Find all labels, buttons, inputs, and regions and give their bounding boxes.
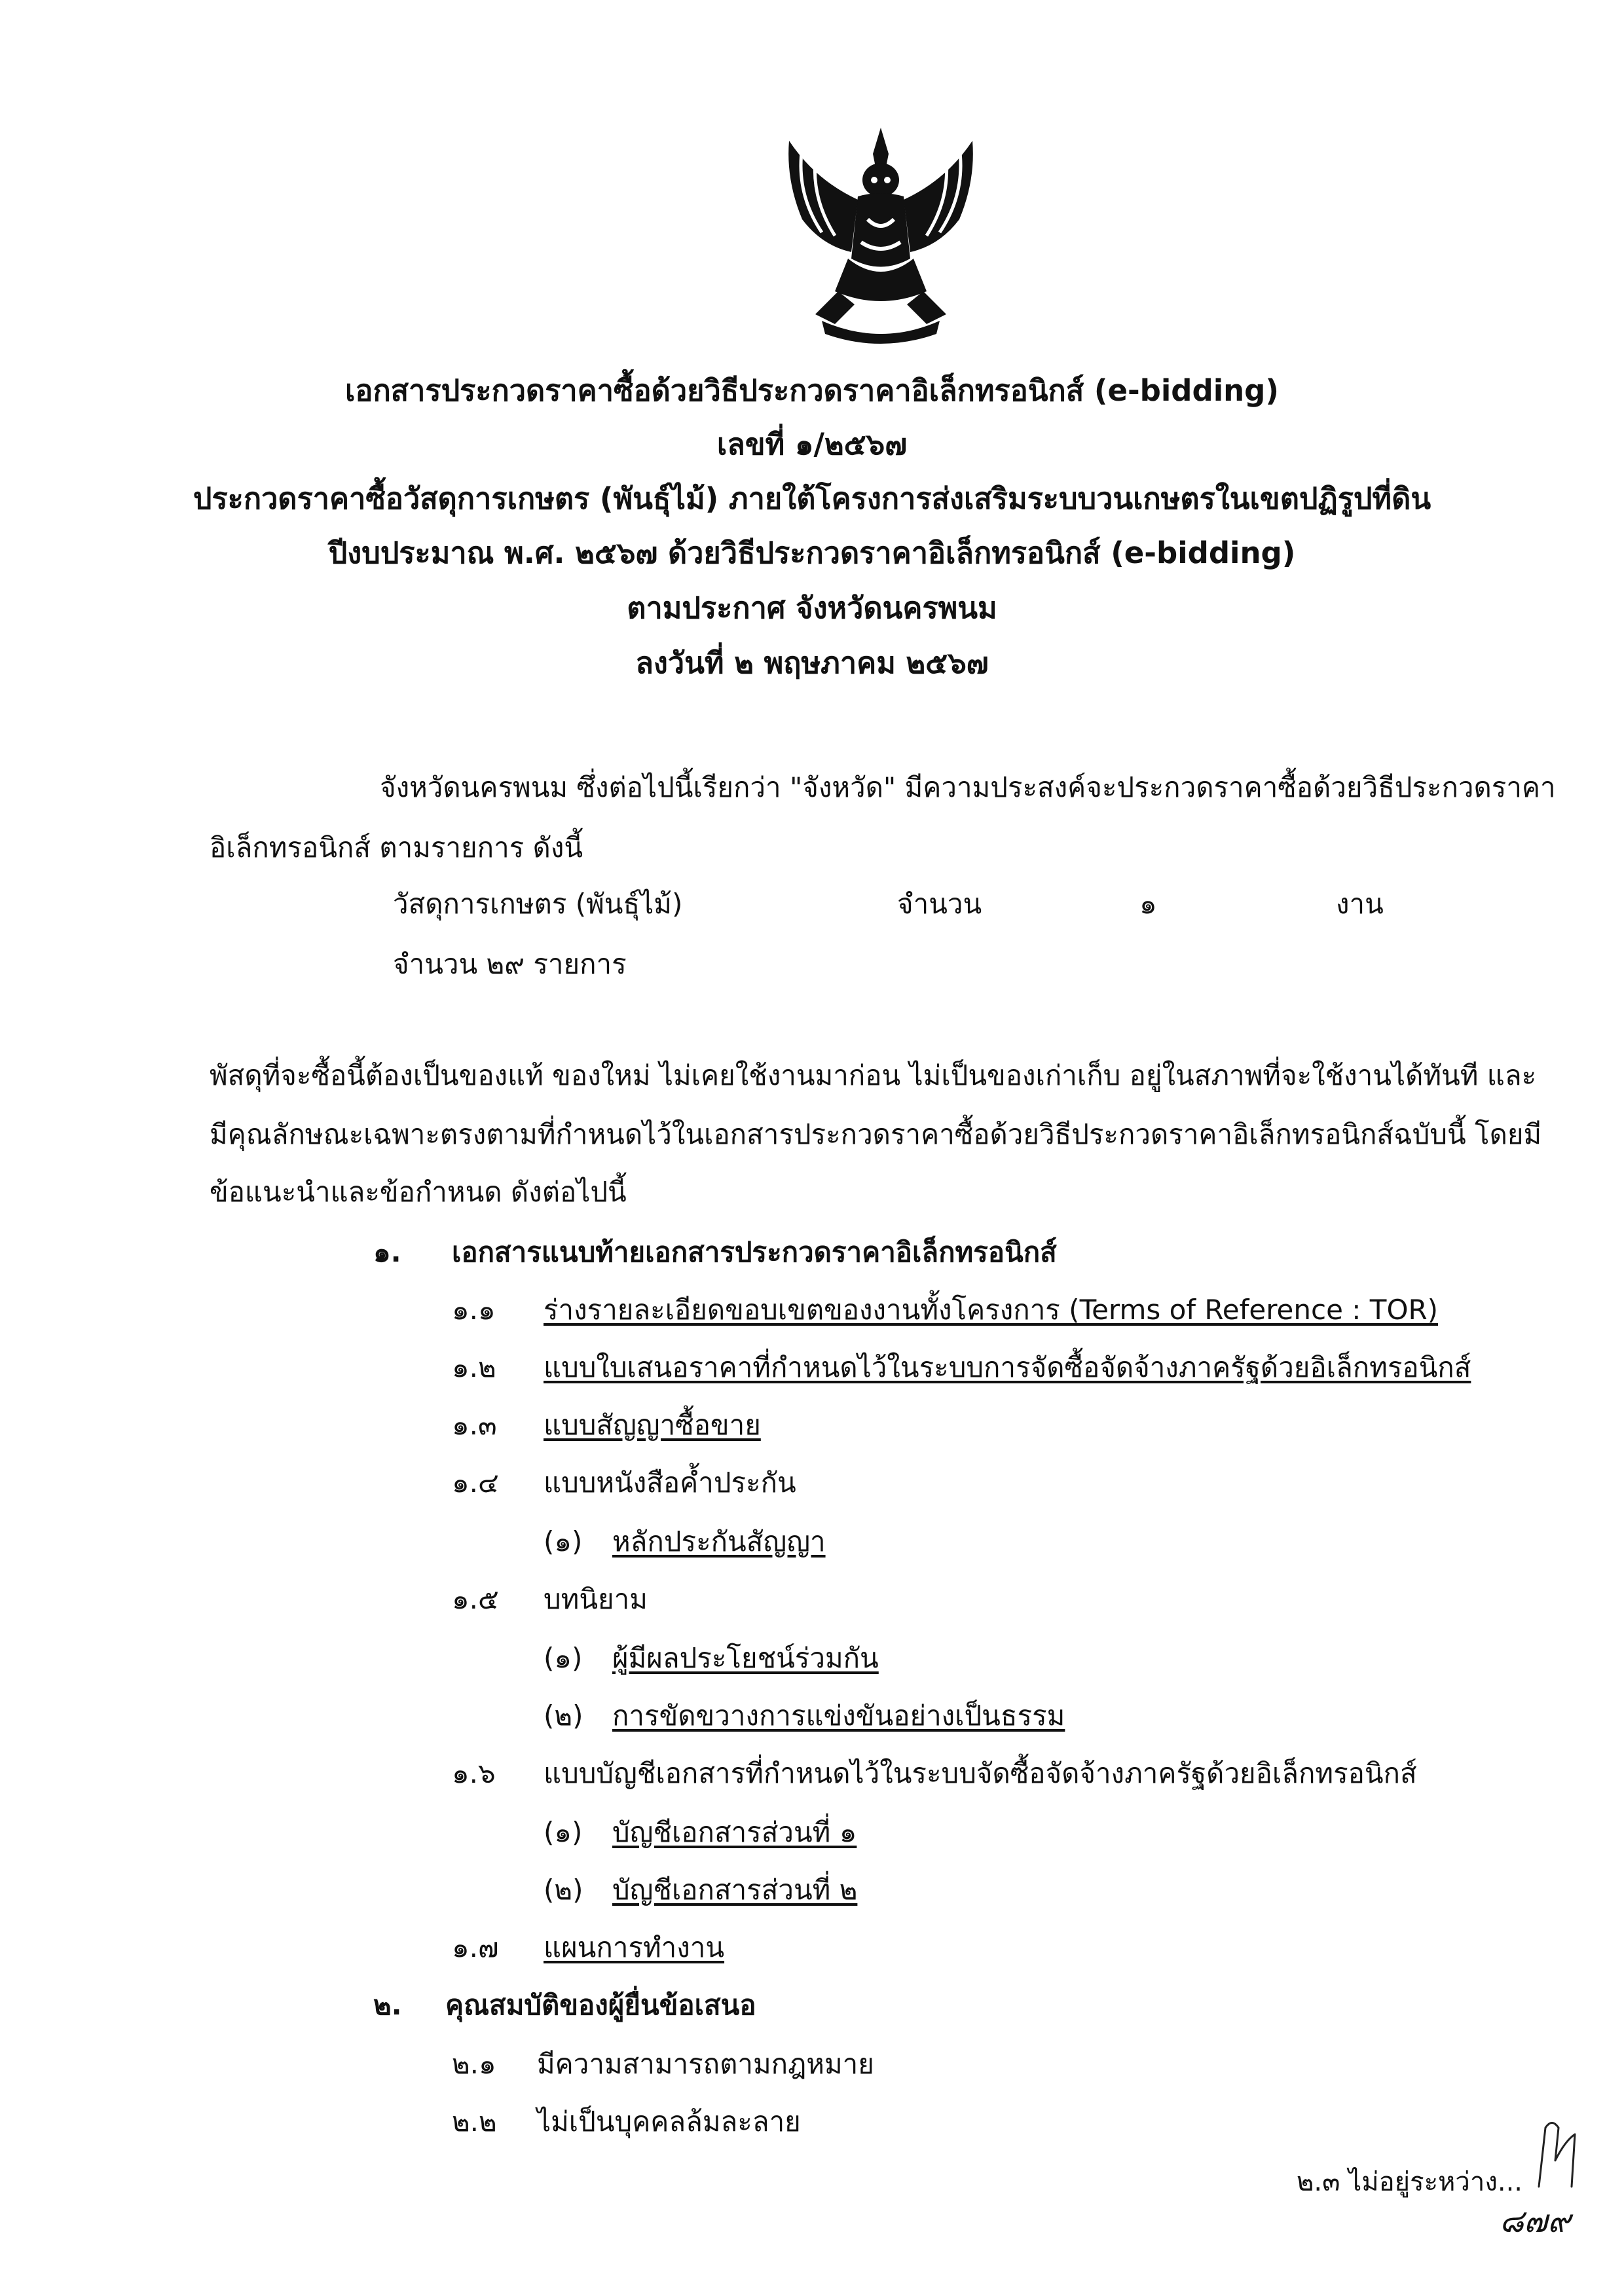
item-2-2-number: ๒.๒: [452, 2105, 497, 2138]
item-count: จำนวน ๒๙ รายการ: [393, 948, 627, 980]
intro-line-2: อิเล็กทรอนิกส์ ตามรายการ ดังนี้: [210, 831, 583, 864]
handwritten-initials: [1526, 2115, 1585, 2193]
item-1-4-number: ๑.๔: [452, 1467, 499, 1499]
document-title: เอกสารประกวดราคาซื้อด้วยวิธีประกวดราคาอิเล็กทรอนิกส์ (e-bidding): [345, 373, 1279, 408]
item-1-7-number: ๑.๗: [452, 1931, 499, 1963]
handwritten-page-number: ๘๗๙: [1500, 2203, 1571, 2240]
item-1-4-1-link[interactable]: หลักประกันสัญญา: [612, 1525, 826, 1558]
item-1-6-2-number: (๒): [544, 1874, 583, 1906]
item-1-6-1-link[interactable]: บัญชีเอกสารส่วนที่ ๑: [612, 1816, 857, 1848]
item-1-2-link[interactable]: แบบใบเสนอราคาที่กำหนดไว้ในระบบการจัดซื้อจัดจ้างภาครัฐด้วยอิเล็กทรอนิกส์: [544, 1351, 1471, 1383]
item-1-3-link[interactable]: แบบสัญญาซื้อขาย: [544, 1409, 761, 1441]
item-1-2-number: ๑.๒: [452, 1351, 496, 1383]
item-1-4-text: แบบหนังสือค้ำประกัน: [544, 1467, 796, 1499]
intro-line-1: จังหวัดนครพนม ซึ่งต่อไปนี้เรียกว่า "จังหวัด" มีความประสงค์จะประกวดราคาซื้อด้วยวิธีประกวดราคา: [380, 771, 1556, 803]
garuda-emblem: [776, 128, 986, 344]
item-quantity: ๑: [1139, 888, 1157, 920]
announcement-line: ตามประกาศ จังหวัดนครพนม: [627, 591, 997, 625]
item-2-1-text: มีความสามารถตามกฎหมาย: [537, 2048, 874, 2080]
item-1-1-number: ๑.๑: [452, 1294, 496, 1326]
item-1-3-number: ๑.๓: [452, 1409, 497, 1441]
conditions-line-2: มีคุณลักษณะเฉพาะตรงตามที่กำหนดไว้ในเอกสารประกวดราคาซื้อด้วยวิธีประกวดราคาอิเล็กทรอนิกส์ฉบับนี้ โดยมี: [210, 1118, 1542, 1150]
item-1-5-1-link[interactable]: ผู้มีผลประโยชน์ร่วมกัน: [612, 1642, 879, 1674]
item-1-5-2-link[interactable]: การขัดขวางการแข่งขันอย่างเป็นธรรม: [612, 1700, 1065, 1732]
section-2-number: ๒.: [373, 1989, 402, 2021]
item-1-6-1-number: (๑): [544, 1816, 583, 1848]
item-1-6-2-link[interactable]: บัญชีเอกสารส่วนที่ ๒: [612, 1874, 858, 1906]
item-name: วัสดุการเกษตร (พันธุ์ไม้): [393, 888, 683, 920]
conditions-line-1: พัสดุที่จะซื้อนี้ต้องเป็นของแท้ ของใหม่ ไม่เคยใช้งานมาก่อน ไม่เป็นของเก่าเก็บ อยู่ในสภาพที่จะใช้งานได้ทันที และ: [210, 1059, 1537, 1091]
subject-line-1: ประกวดราคาซื้อวัสดุการเกษตร (พันธุ์ไม้) ภายใต้โครงการส่งเสริมระบบวนเกษตรในเขตปฏิรูปที่ดิน: [193, 481, 1431, 516]
subject-line-2: ปีงบประมาณ พ.ศ. ๒๕๖๗ ด้วยวิธีประกวดราคาอิเล็กทรอนิกส์ (e-bidding): [328, 536, 1296, 570]
item-1-6-number: ๑.๖: [452, 1757, 496, 1789]
document-number: เลขที่ ๑/๒๕๖๗: [716, 427, 908, 462]
item-1-4-1-number: (๑): [544, 1525, 583, 1558]
item-unit: งาน: [1336, 888, 1384, 920]
section-2-title: คุณสมบัติของผู้ยื่นข้อเสนอ: [445, 1989, 756, 2021]
item-1-5-1-number: (๑): [544, 1642, 583, 1674]
section-1-title: เอกสารแนบท้ายเอกสารประกวดราคาอิเล็กทรอนิกส์: [452, 1236, 1057, 1268]
item-1-1-link[interactable]: ร่างรายละเอียดขอบเขตของงานทั้งโครงการ (Terms of Reference : TOR): [544, 1294, 1439, 1326]
item-quantity-label: จำนวน: [897, 888, 982, 920]
item-2-2-text: ไม่เป็นบุคคลล้มละลาย: [537, 2105, 801, 2138]
section-1-number: ๑.: [373, 1236, 401, 1268]
item-1-6-text: แบบบัญชีเอกสารที่กำหนดไว้ในระบบจัดซื้อจัดจ้างภาครัฐด้วยอิเล็กทรอนิกส์: [544, 1757, 1417, 1789]
conditions-line-3: ข้อแนะนำและข้อกำหนด ดังต่อไปนี้: [210, 1176, 627, 1208]
item-1-5-number: ๑.๕: [452, 1583, 499, 1615]
item-2-1-number: ๒.๑: [452, 2048, 496, 2080]
item-1-5-2-number: (๒): [544, 1700, 583, 1732]
item-1-7-link[interactable]: แผนการทำงาน: [544, 1931, 725, 1963]
announcement-date: ลงวันที่ ๒ พฤษภาคม ๒๕๖๗: [635, 646, 989, 680]
continuation-note: ๒.๓ ไม่อยู่ระหว่าง...: [1297, 2167, 1523, 2197]
item-1-5-text: บทนิยาม: [544, 1583, 648, 1615]
